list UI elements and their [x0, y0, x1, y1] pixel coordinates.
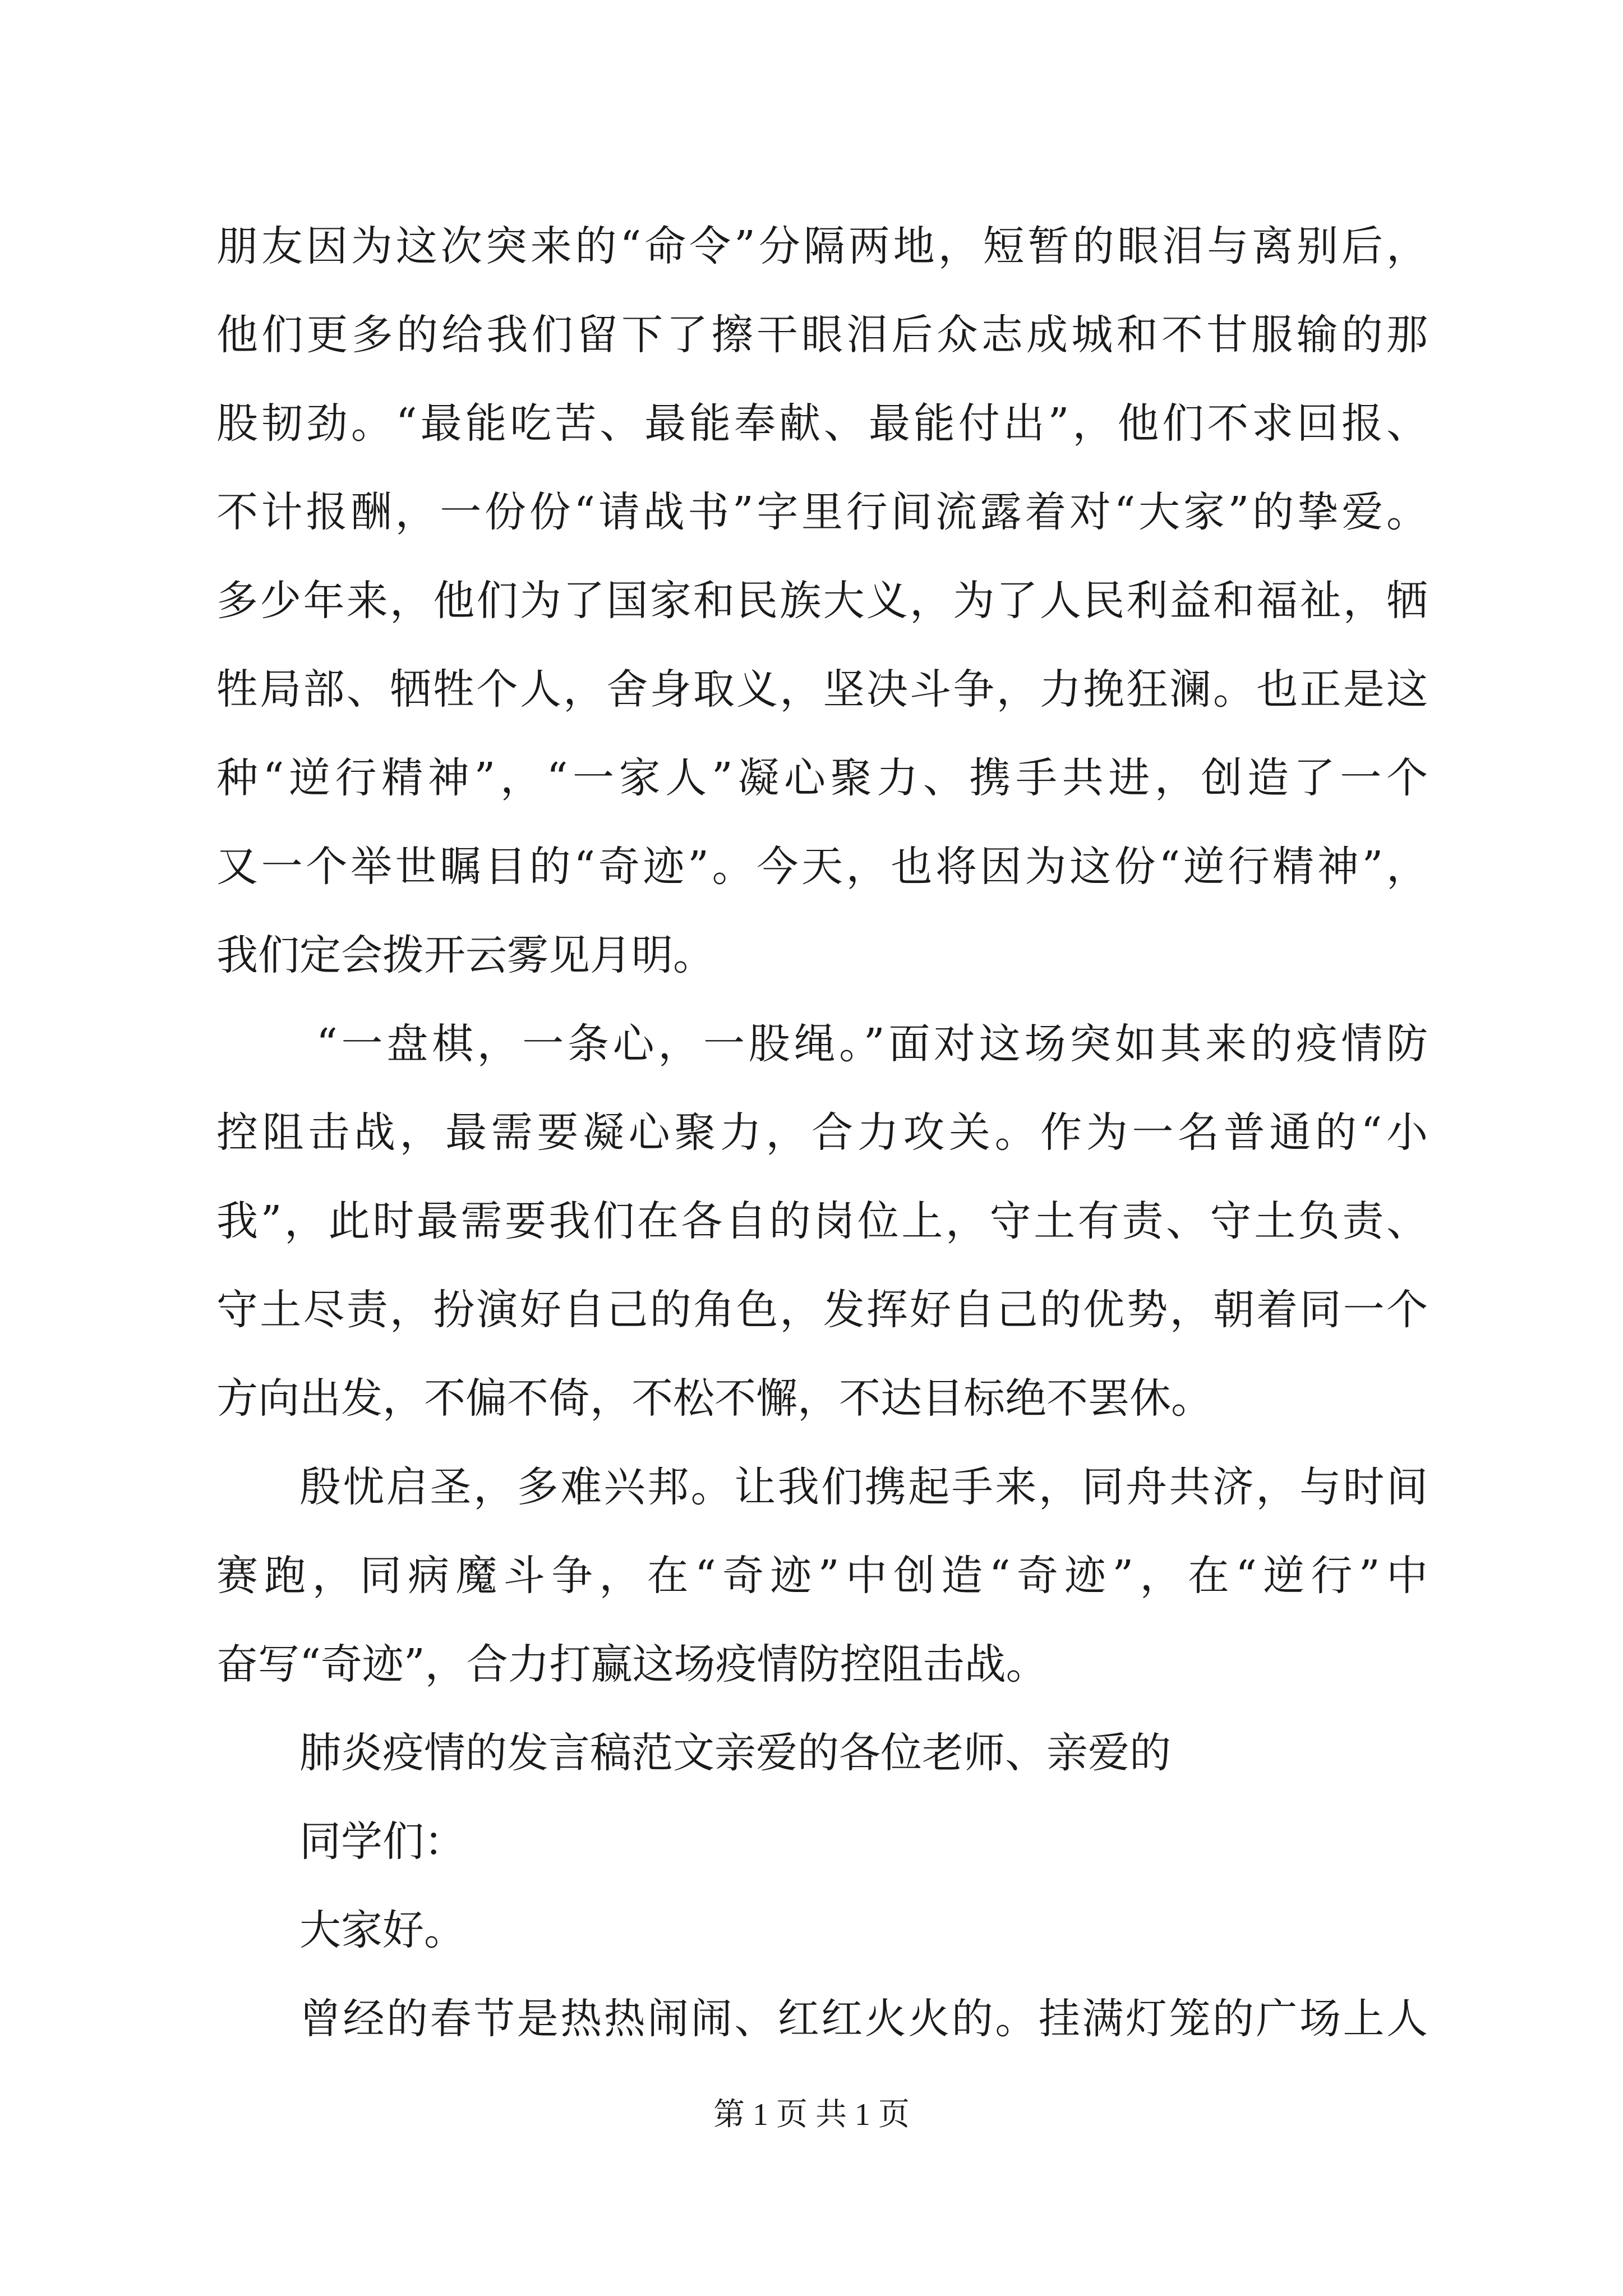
text-line: 赛跑，同病魔斗争，在“奇迹”中创造“奇迹”，在“逆行”中	[216, 1552, 1428, 1600]
text-line: 曾经的春节是热热闹闹、红红火火的。挂满灯笼的广场上人	[299, 1995, 1428, 2043]
text-line: 多少年来，他们为了国家和民族大义，为了人民利益和福祉，牺	[216, 577, 1428, 625]
text-line: 殷忧启圣，多难兴邦。让我们携起手来，同舟共济，与时间	[299, 1463, 1428, 1511]
page-footer	[0, 2092, 1623, 2137]
text-line: 他们更多的给我们留下了擦干眼泪后众志成城和不甘服输的那	[216, 311, 1428, 359]
text-line: 守土尽责，扮演好自己的角色，发挥好自己的优势，朝着同一个	[216, 1286, 1428, 1334]
text-line: 股韧劲。“最能吃苦、最能奉献、最能付出”，他们不求回报、	[216, 399, 1428, 448]
text-line: 控阻击战，最需要凝心聚力，合力攻关。作为一名普通的“小	[216, 1108, 1428, 1157]
text-line: 方向出发，不偏不倚，不松不懈，不达目标绝不罢休。	[216, 1374, 1212, 1423]
text-line: 不计报酬，一份份“请战书”字里行间流露着对“大家”的挚爱。	[216, 488, 1428, 536]
text-line: 我们定会拨开云雾见月明。	[216, 931, 714, 979]
text-line: 奋写“奇迹”，合力打赢这场疫情防控阻击战。	[216, 1640, 1048, 1688]
text-line: 牲局部、牺牲个人，舍身取义，坚决斗争，力挽狂澜。也正是这	[216, 665, 1428, 714]
text-line: 大家好。	[299, 1906, 465, 1954]
text-line: 又一个举世瞩目的“奇迹”。今天，也将因为这份“逆行精神”，	[216, 843, 1428, 891]
document-body	[216, 202, 1428, 2063]
text-line: 肺炎疫情的发言稿范文亲爱的各位老师、亲爱的	[299, 1729, 1171, 1777]
text-line: 我”，此时最需要我们在各自的岗位上，守土有责、守土负责、	[216, 1197, 1428, 1245]
text-line: 同学们：	[299, 1818, 465, 1866]
page-number-label: 第 1 页 共 1 页	[713, 2097, 910, 2132]
text-line: 朋友因为这次突来的“命令”分隔两地，短暂的眼泪与离别后，	[216, 222, 1428, 270]
text-line: 种“逆行精神”，“一家人”凝心聚力、携手共进，创造了一个	[216, 754, 1428, 802]
text-line: “一盘棋，一条心，一股绳。”面对这场突如其来的疫情防	[316, 1020, 1428, 1068]
